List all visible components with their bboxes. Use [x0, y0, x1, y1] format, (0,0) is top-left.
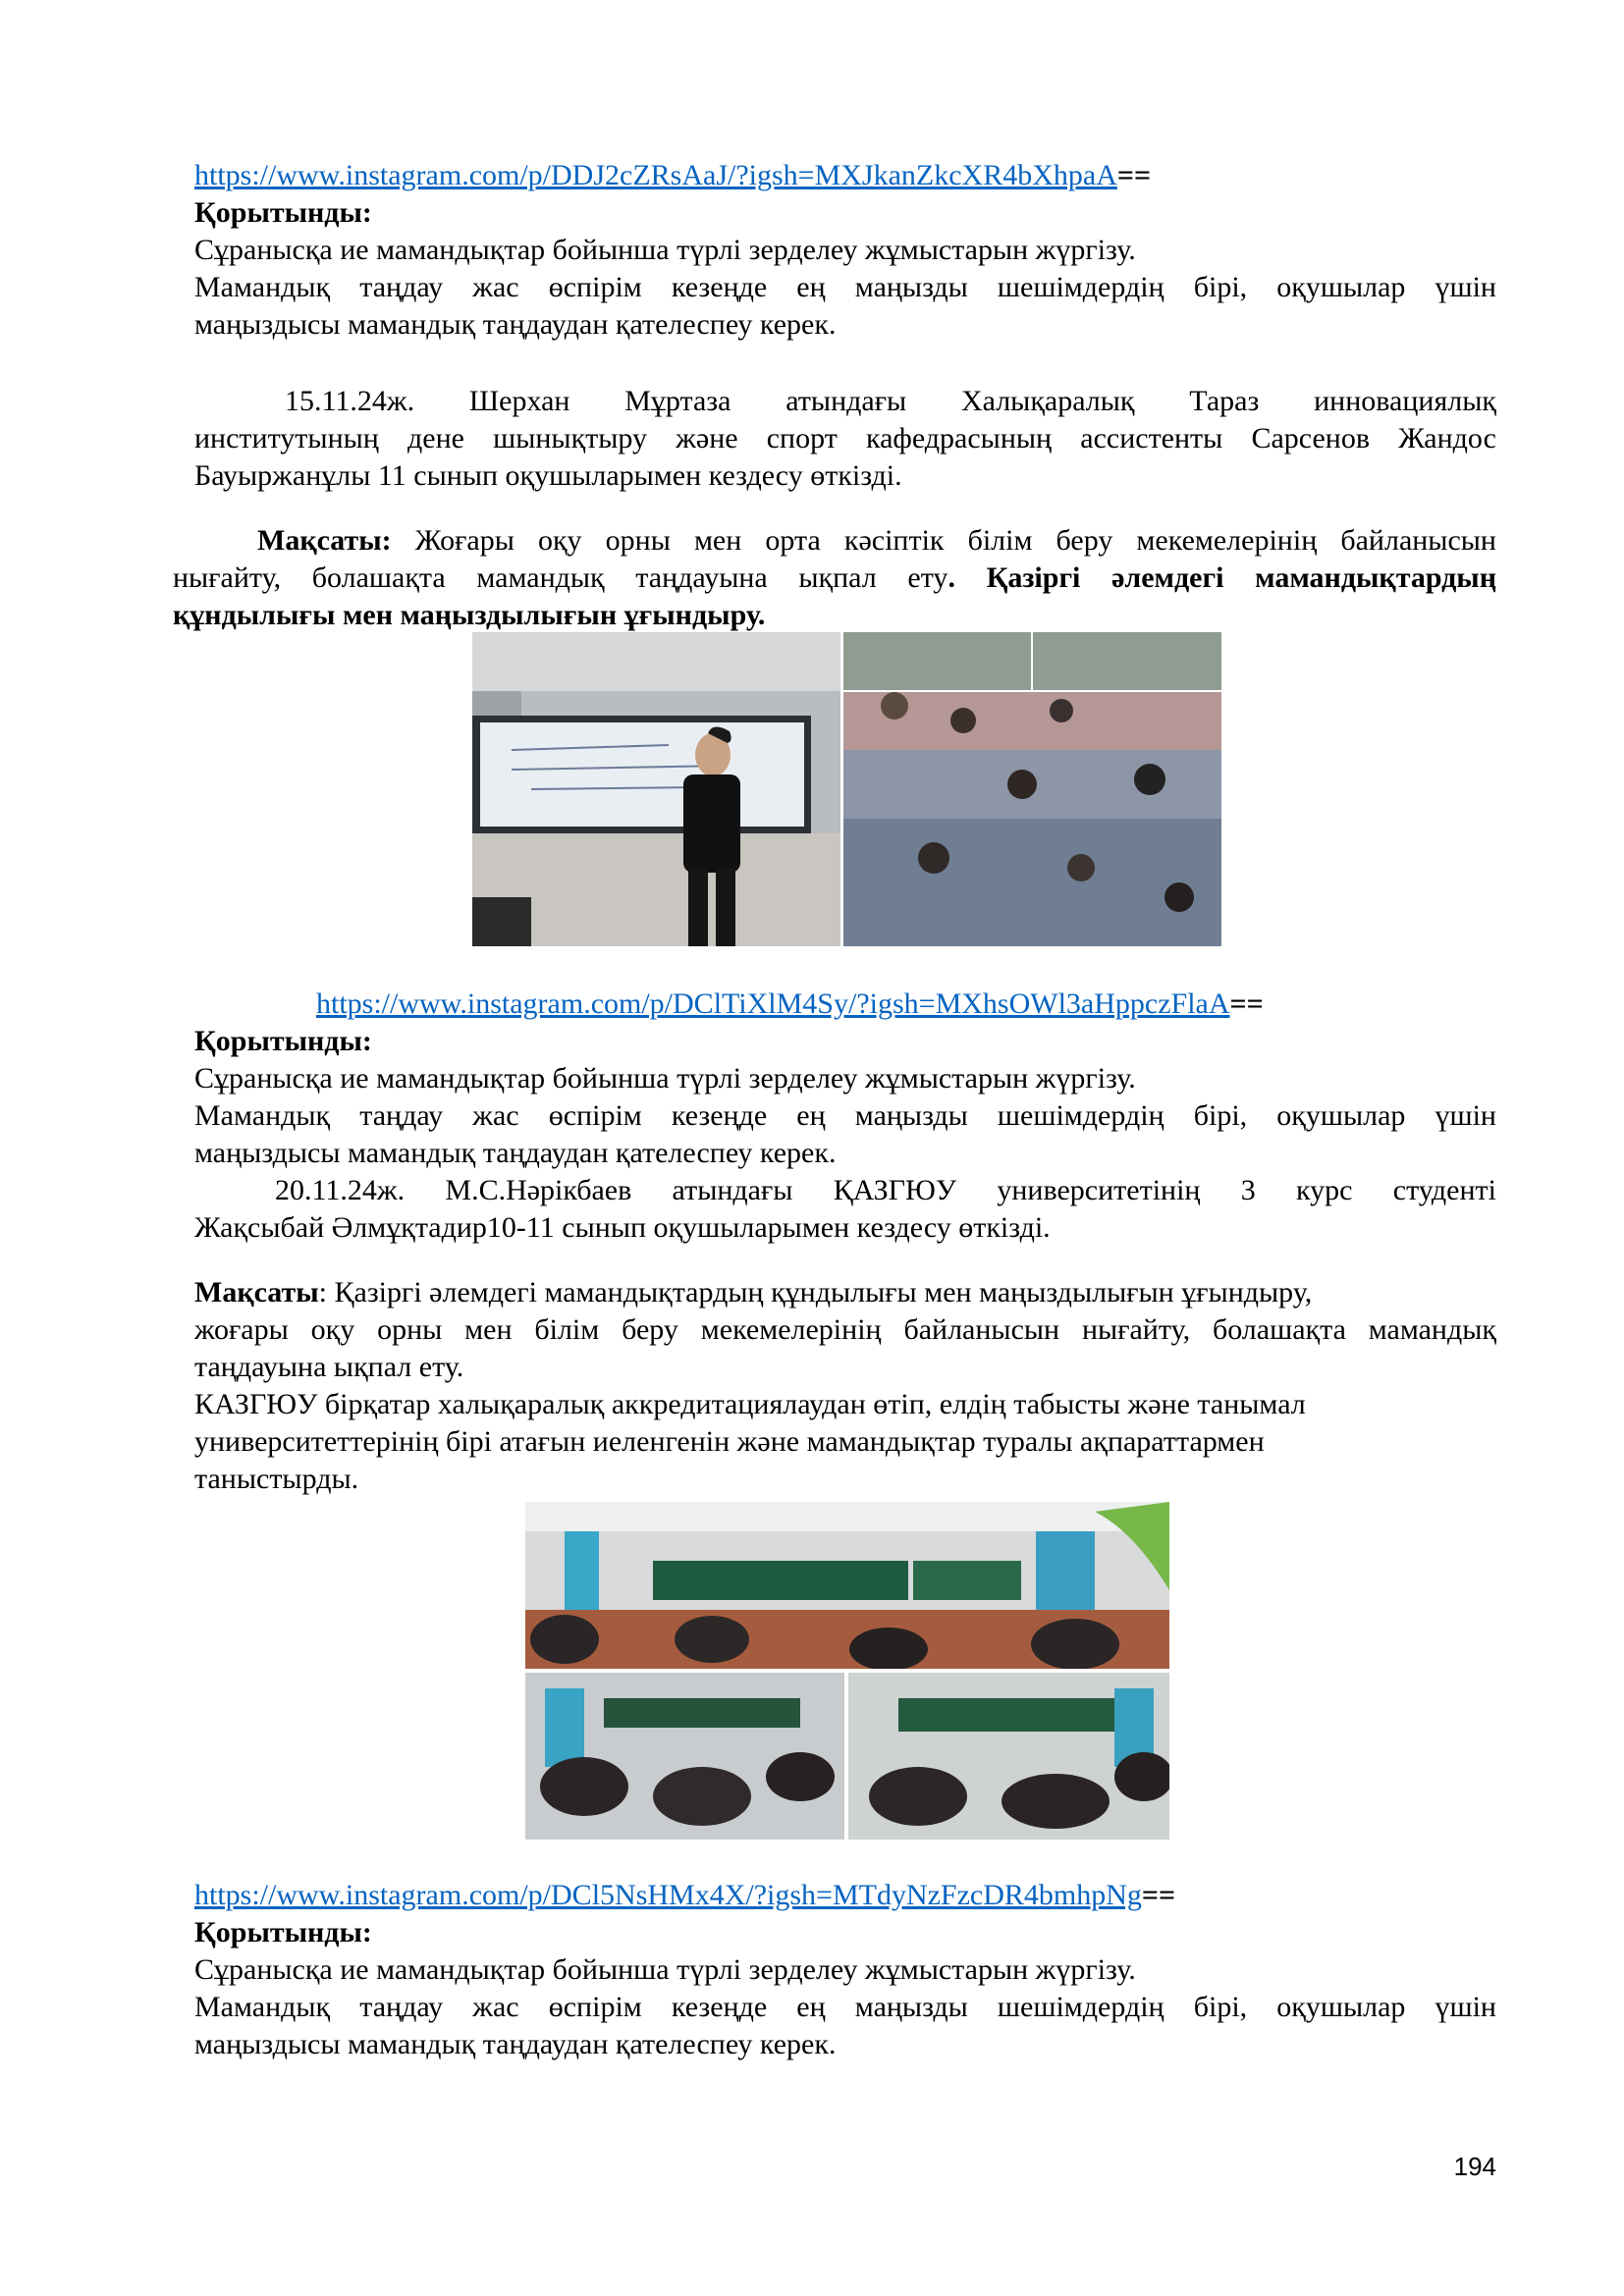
event-paragraph: Бауыржанұлы 11 сынып оқушыларымен кездесу өткізді. — [194, 459, 902, 492]
conclusion-text: Сұранысқа ие мамандықтар бойынша түрлі зерделеу жұмыстарын жүргізу. — [194, 234, 1136, 266]
instagram-link-line-1 — [194, 157, 1496, 194]
kazguu-text: университеттерінің бірі атағын иеленгенін және мамандықтар туралы ақпараттармен — [194, 1425, 1265, 1458]
instagram-link-3[interactable]: https://www.instagram.com/p/DCl5NsHMx4X/?igsh=MTdyNzFzcDR4bmhpNg — [194, 1879, 1142, 1911]
conclusion-text: Мамандық таңдау жас өспірім кезеңде ең маңызды шешімдердің бірі, оқушылар үшін — [194, 271, 1496, 303]
conclusion-heading: Қорытынды: — [194, 196, 372, 229]
instagram-link-2[interactable]: https://www.instagram.com/p/DClTiXlM4Sy/?igsh=MXhsOWl3aHppczFlaA — [316, 988, 1230, 1020]
conclusion-text: маңыздысы мамандық таңдаудан қателеспеу керек. — [194, 308, 837, 341]
goal-text: нығайту, болашақта мамандық таңдауына ықпал ету — [173, 561, 948, 594]
conclusion-text: маңыздысы мамандық таңдаудан қателеспеу керек. — [194, 1137, 837, 1169]
conclusion-text: Мамандық таңдау жас өспірім кезеңде ең маңызды шешімдердің бірі, оқушылар үшін — [194, 1099, 1496, 1132]
event-paragraph: 20.11.24ж. М.С.Нәрікбаев атындағы ҚАЗГЮУ университетінің 3 курс студенті — [275, 1174, 1496, 1206]
page-number: 194 — [1453, 2152, 1496, 2181]
event-paragraph: институтының дене шынықтыру және спорт кафедрасының ассистенты Сарсенов Жандос — [194, 422, 1496, 454]
kazguu-text: КАЗГЮУ бірқатар халықаралық аккредитациялаудан өтіп, елдің табысты және танымал — [194, 1388, 1306, 1420]
goal-paragraph — [194, 1274, 1496, 1311]
goal-paragraph — [257, 522, 1496, 560]
link-suffix: == — [1141, 1879, 1176, 1911]
goal-paragraph — [173, 560, 1496, 597]
goal-text: : Қазіргі әлемдегі мамандықтардың құндылығы мен маңыздылығын ұғындыру, — [318, 1276, 1313, 1308]
classroom-photo-1 — [472, 632, 1221, 946]
goal-label: Мақсаты: — [257, 524, 392, 557]
conclusion-heading: Қорытынды: — [194, 1025, 372, 1057]
conclusion-text: маңыздысы мамандық таңдаудан қателеспеу керек. — [194, 2028, 837, 2060]
event-photo-collage-1 — [472, 632, 1221, 946]
classroom-photo-2 — [525, 1502, 1169, 1840]
kazguu-text: таныстырды. — [194, 1463, 359, 1495]
goal-text: таңдауына ықпал ету. — [194, 1351, 464, 1383]
instagram-link-line-2 — [316, 986, 1396, 1023]
link-suffix: == — [1229, 988, 1264, 1020]
goal-label: Мақсаты — [194, 1276, 319, 1308]
link-suffix: == — [1116, 159, 1152, 191]
goal-text: жоғары оқу орны мен білім беру мекемелерінің байланысын нығайту, болашақта мамандық — [194, 1313, 1496, 1346]
goal-text-bold: құндылығы мен маңыздылығын ұғындыру. — [173, 599, 766, 631]
conclusion-text: Сұранысқа ие мамандықтар бойынша түрлі зерделеу жұмыстарын жүргізу. — [194, 1062, 1136, 1095]
event-paragraph: Жақсыбай Әлмұқтадир10-11 сынып оқушыларымен кездесу өткізді. — [194, 1211, 1051, 1244]
goal-text-bold: . Қазіргі әлемдегі мамандықтардың — [947, 561, 1496, 594]
instagram-link-line-3 — [194, 1877, 1496, 1914]
conclusion-heading: Қорытынды: — [194, 1916, 372, 1949]
conclusion-text: Сұранысқа ие мамандықтар бойынша түрлі зерделеу жұмыстарын жүргізу. — [194, 1953, 1136, 1986]
conclusion-text: Мамандық таңдау жас өспірім кезеңде ең маңызды шешімдердің бірі, оқушылар үшін — [194, 1991, 1496, 2023]
event-paragraph: 15.11.24ж. Шерхан Мұртаза атындағы Халықаралық Тараз инновациялық — [285, 385, 1496, 417]
event-photo-collage-2 — [525, 1502, 1169, 1840]
instagram-link-1[interactable]: https://www.instagram.com/p/DDJ2cZRsAaJ/?igsh=MXJkanZkcXR4bXhpaA — [194, 159, 1117, 191]
goal-text: Жоғары оқу орны мен орта кәсіптік білім беру мекемелерінің байланысын — [391, 524, 1496, 557]
